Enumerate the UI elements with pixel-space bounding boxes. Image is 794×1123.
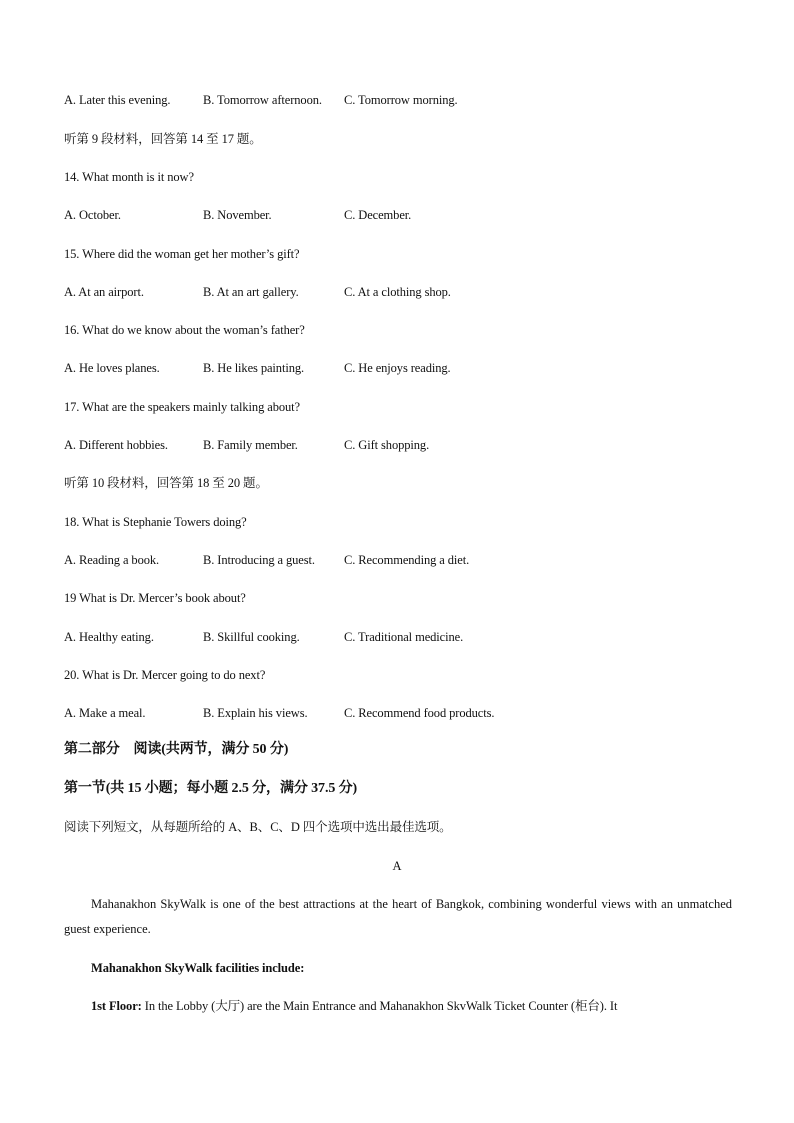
q16-option-b: B. He likes painting. xyxy=(203,361,305,375)
q16-question: 16. What do we know about the woman’s father? xyxy=(64,323,305,337)
q16-option-c: C. He enjoys reading. xyxy=(344,361,451,375)
q18-option-c: C. Recommending a diet. xyxy=(344,553,470,567)
q14-option-a: A. October. xyxy=(64,208,121,222)
q13-option-c: C. Tomorrow morning. xyxy=(344,93,458,107)
q17-option-b: B. Family member. xyxy=(203,438,298,452)
passage-intro-paragraph: Mahanakhon SkyWalk is one of the best attractions at the heart of Bangkok, combining wonderful views with an unmatched guest experience. xyxy=(64,897,732,936)
q20-option-b: B. Explain his views. xyxy=(203,706,308,720)
section1-heading: 第一节(共 15 小题；每小题 2.5 分，满分 37.5 分) xyxy=(64,781,358,796)
floor1-label: 1st Floor: xyxy=(91,999,142,1013)
q15-option-b: B. At an art gallery. xyxy=(203,285,299,299)
floor1-text: In the Lobby (大厅) are the Main Entrance and Mahanakhon SkvWalk Ticket Counter (柜台). It xyxy=(141,999,618,1013)
reading-instruction: 阅读下列短文，从每题所给的 A、B、C、D 四个选项中选出最佳选项。 xyxy=(64,820,452,834)
q13-option-a: A. Later this evening. xyxy=(64,93,171,107)
q20-option-c: C. Recommend food products. xyxy=(344,706,495,720)
q17-question: 17. What are the speakers mainly talking about? xyxy=(64,400,300,414)
part2-heading: 第二部分 阅读(共两节，满分 50 分) xyxy=(64,742,289,757)
q19-option-c: C. Traditional medicine. xyxy=(344,630,464,644)
facilities-heading: Mahanakhon SkyWalk facilities include: xyxy=(91,961,305,975)
q19-option-b: B. Skillful cooking. xyxy=(203,630,300,644)
q13-option-b: B. Tomorrow afternoon. xyxy=(203,93,322,107)
floor1-paragraph xyxy=(91,998,732,1014)
q18-option-b: B. Introducing a guest. xyxy=(203,553,315,567)
passage-label: A xyxy=(392,859,402,873)
q19-option-a: A. Healthy eating. xyxy=(64,630,154,644)
q18-option-a: A. Reading a book. xyxy=(64,553,160,567)
q14-option-b: B. November. xyxy=(203,208,272,222)
q15-option-a: A. At an airport. xyxy=(64,285,144,299)
q17-option-c: C. Gift shopping. xyxy=(344,438,430,452)
q16-option-a: A. He loves planes. xyxy=(64,361,160,375)
q14-question: 14. What month is it now? xyxy=(64,170,194,184)
q14-option-c: C. December. xyxy=(344,208,412,222)
q15-question: 15. Where did the woman get her mother’s gift? xyxy=(64,247,300,261)
section10-instruction: 听第 10 段材料，回答第 18 至 20 题。 xyxy=(64,476,268,490)
q17-option-a: A. Different hobbies. xyxy=(64,438,168,452)
q18-question: 18. What is Stephanie Towers doing? xyxy=(64,515,247,529)
q15-option-c: C. At a clothing shop. xyxy=(344,285,451,299)
q20-option-a: A. Make a meal. xyxy=(64,706,146,720)
q19-question: 19 What is Dr. Mercer’s book about? xyxy=(64,591,246,605)
section9-instruction: 听第 9 段材料，回答第 14 至 17 题。 xyxy=(64,132,262,146)
q20-question: 20. What is Dr. Mercer going to do next? xyxy=(64,668,266,682)
